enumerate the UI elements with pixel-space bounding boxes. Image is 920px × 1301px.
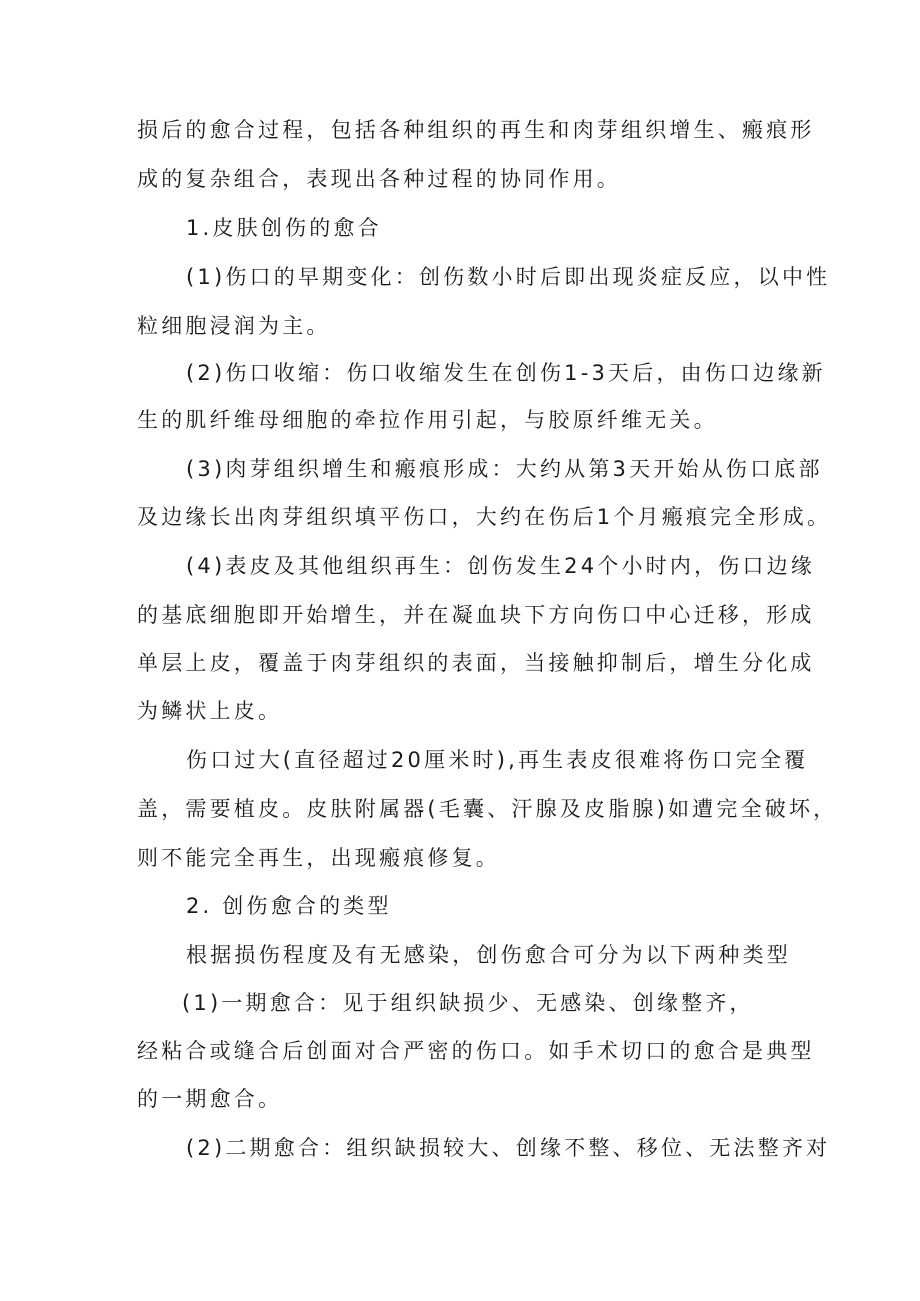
paragraph-line: 损后的愈合过程，包括各种组织的再生和肉芽组织增生、瘢痕形 xyxy=(137,118,815,142)
paragraph-line: 经粘合或缝合后创面对合严密的伤口。如手术切口的愈合是典型 xyxy=(137,1039,815,1063)
paragraph-line: 的基底细胞即开始增生，并在凝血块下方向伤口中心迁移，形成 xyxy=(137,603,815,627)
paragraph-line: 粒细胞浸润为主。 xyxy=(137,314,331,338)
paragraph-line: (1)伤口的早期变化：创伤数小时后即出现炎症反应，以中性 xyxy=(186,265,831,289)
paragraph-line: (2)伤口收缩：伤口收缩发生在创伤1-3天后，由伤口边缘新 xyxy=(186,361,826,385)
paragraph-line: 成的复杂组合，表现出各种过程的协同作用。 xyxy=(137,167,621,191)
paragraph-line: (2)二期愈合：组织缺损较大、创缘不整、移位、无法整齐对 xyxy=(186,1136,831,1160)
paragraph-line: 为鳞状上皮。 xyxy=(137,699,283,723)
paragraph-line: (4)表皮及其他组织再生：创伤发生24个小时内，伤口边缘 xyxy=(186,554,816,578)
paragraph-line: 的一期愈合。 xyxy=(137,1087,283,1111)
paragraph-line: (1)一期愈合：见于组织缺损少、无感染、创缘整齐， xyxy=(182,991,754,1015)
paragraph-line: 伤口过大(直径超过20厘米时),再生表皮很难将伤口完全覆 xyxy=(186,748,809,772)
section-heading: 2. 创伤愈合的类型 xyxy=(186,894,392,918)
paragraph-line: 及边缘长出肉芽组织填平伤口，大约在伤后1个月瘢痕完全形成。 xyxy=(137,505,832,529)
paragraph-line: 单层上皮，覆盖于肉芽组织的表面，当接触抑制后，增生分化成 xyxy=(137,651,815,675)
section-heading: 1.皮肤创伤的愈合 xyxy=(186,216,382,240)
paragraph-line: 根据损伤程度及有无感染，创伤愈合可分为以下两种类型 xyxy=(186,943,791,967)
paragraph-line: 则不能完全再生，出现瘢痕修复。 xyxy=(137,846,500,870)
paragraph-line: 生的肌纤维母细胞的牵拉作用引起，与胶原纤维无关。 xyxy=(137,408,718,432)
paragraph-line: 盖，需要植皮。皮肤附属器(毛囊、汗腺及皮脂腺)如遭完全破坏， xyxy=(137,797,838,821)
paragraph-line: (3)肉芽组织增生和瘢痕形成：大约从第3天开始从伤口底部 xyxy=(186,457,823,481)
